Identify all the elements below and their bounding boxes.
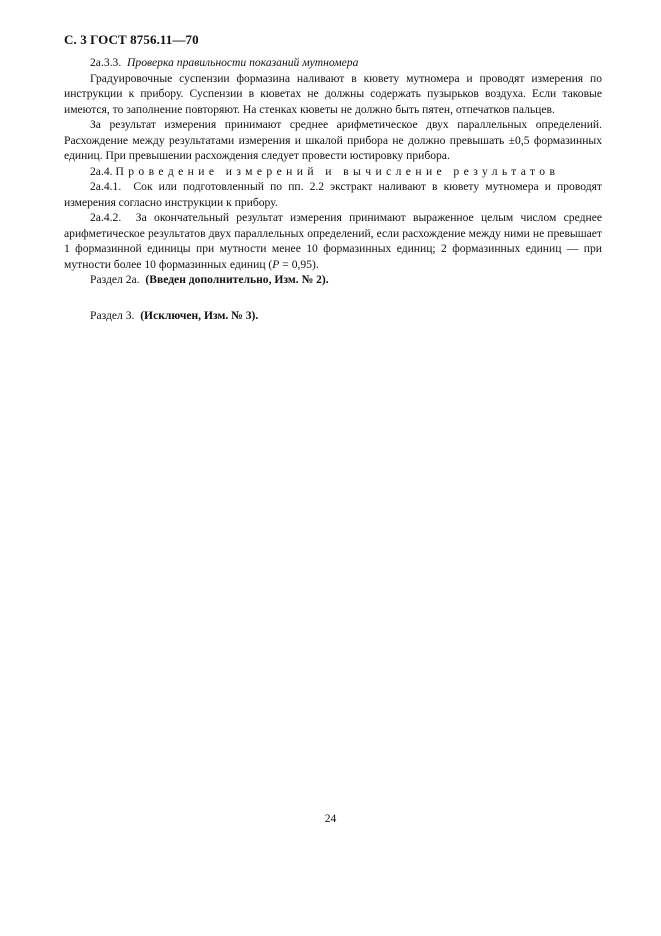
section-text: За окончательный результат измерения принимают выраженное целым числом среднее арифметическое результатов двух параллельных определений, если расхождение между ними не превышает 1 формазинной единицы при мутности менее 10 формазинных единиц; 2 формазинных единиц — при мутности более 10 формазинных единиц ( — [64, 211, 602, 271]
section-text-end: = 0,95). — [279, 257, 319, 271]
page-number: 24 — [324, 812, 337, 825]
document-body — [64, 55, 602, 323]
razdel-3-note — [64, 308, 602, 324]
section-2a-4-1 — [64, 179, 602, 210]
probability-symbol: P — [272, 257, 280, 271]
section-text: Сок или подготовленный по пп. 2.2 экстракт наливают в кювету мутномера и проводят измерения согласно инструкции к прибору. — [64, 180, 602, 209]
section-number: 2а.4.2. — [90, 211, 122, 224]
section-number: 2а.4.1. — [90, 180, 122, 193]
spacer — [64, 288, 602, 308]
section-title: Проведение измерений и вычисление результатов — [115, 164, 560, 178]
section-2a-4-2 — [64, 210, 602, 272]
page-header: С. 3 ГОСТ 8756.11—70 — [64, 32, 199, 47]
section-number: 2а.3.3. — [90, 56, 122, 69]
section-title: Проверка правильности показаний мутномера — [127, 56, 359, 69]
razdel-amendment: (Исключен, Изм. № 3). — [140, 308, 259, 322]
paragraph: За результат измерения принимают среднее арифметическое двух параллельных определений. Расхождение между результатами измерения и шкалой прибора не должно превышать ±0,5 формазинных единиц. При превышении расхождения следует провести юстировку прибора. — [64, 118, 602, 162]
razdel-label: Раздел 2а. — [90, 273, 140, 286]
razdel-2a-note — [64, 272, 602, 288]
section-2a-3-3-heading — [64, 55, 602, 71]
section-2a-4-heading — [64, 164, 602, 180]
razdel-amendment: (Введен дополнительно, Изм. № 2). — [145, 273, 329, 286]
paragraph: Градуировочные суспензии формазина наливают в кювету мутномера и проводят измерения по инструкции к прибору. Суспензии в кюветах не должны содержать пузырьков воздуха. Если таковые имеются, то заполнение повторяют. На стенках кюветы не должно быть пятен, отпечатков пальцев. — [64, 71, 602, 116]
section-number: 2а.4. — [90, 164, 113, 178]
razdel-label: Раздел 3. — [90, 308, 135, 322]
